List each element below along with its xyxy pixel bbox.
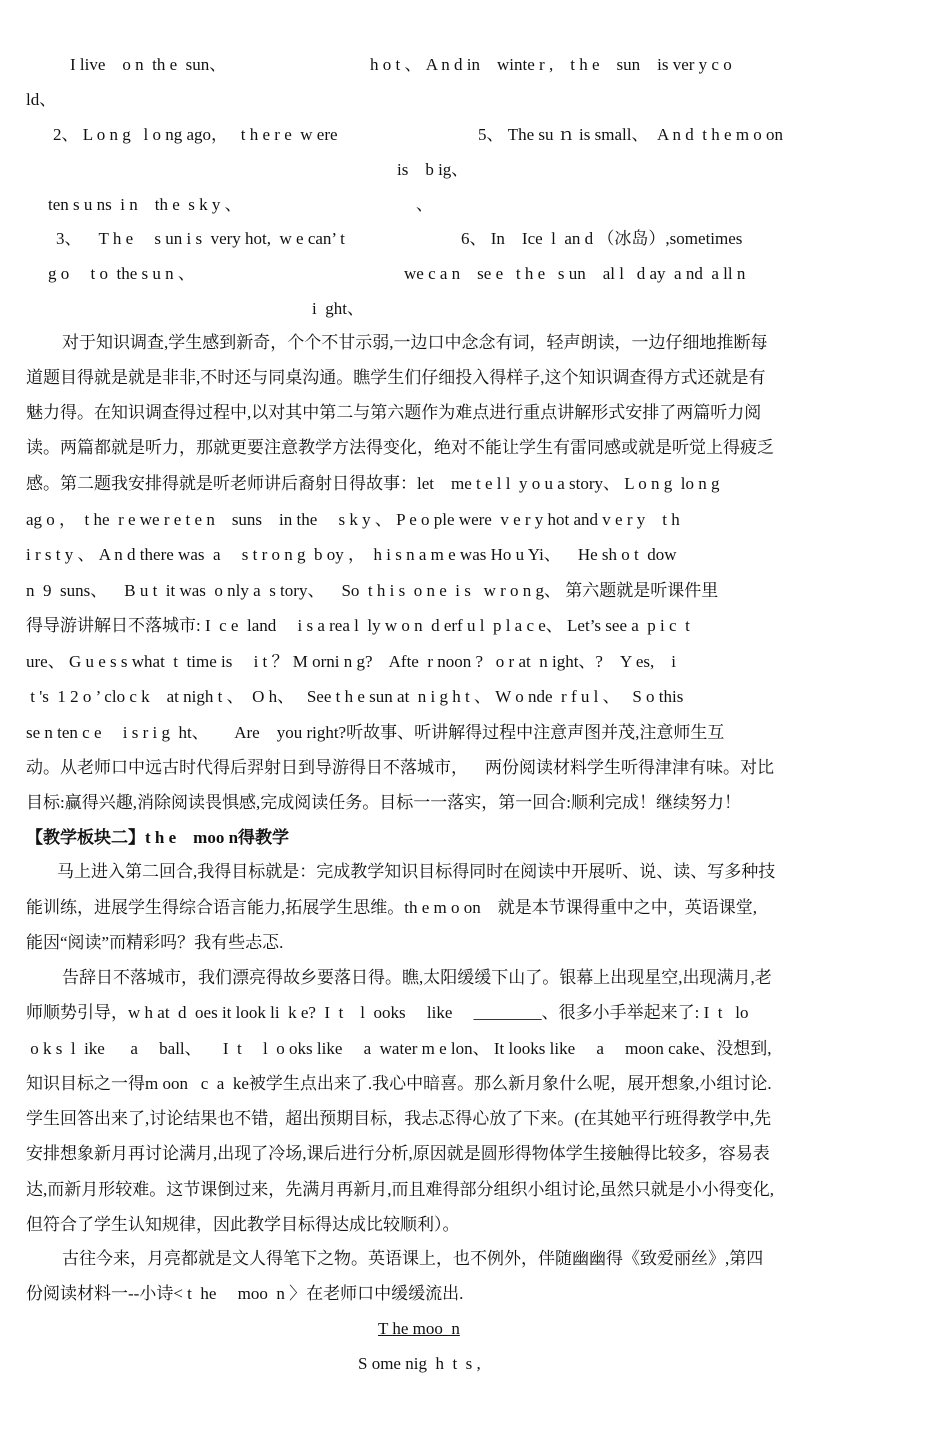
paragraph-2-line: 能训练，进展学生得综合语言能力,拓展学生思维。th e m o on 就是本节课得重中之中，英语课堂, bbox=[26, 898, 757, 917]
paragraph-1-line: 目标:赢得兴趣,消除阅读畏惧感,完成阅读任务。目标一一落实，第一回合:顺利完成！继续努力！ bbox=[26, 793, 741, 812]
paragraph-4-line: 古往今来，月亮都就是文人得笔下之物。英语课上，也不例外，伴随幽幽得《致爱丽丝》,第四 bbox=[62, 1249, 764, 1268]
paragraph-3-line: 但符合了学生认知规律，因此教学目标得达成比较顺利）。 bbox=[26, 1215, 460, 1234]
exercise-1-line-c: ld、 bbox=[26, 90, 57, 109]
paragraph-1-line: 魅力得。在知识调查得过程中,以对其中第二与第六题作为难点进行重点讲解形式安排了两篇听力阅 bbox=[26, 403, 762, 422]
paragraph-1-line: 感。第二题我安排得就是听老师讲后裔射日得故事：let me t e l l y o u a story、 L o n g lo n g bbox=[26, 474, 720, 493]
poem-title: T he moo n bbox=[378, 1319, 460, 1338]
paragraph-3-line: 达,而新月形较难。这节课倒过来，先满月再新月,而且难得部分组织小组讨论,虽然只就是小小得变化, bbox=[26, 1180, 774, 1199]
exercise-1-line-b: h o t 、 A n d in winte r , t h e sun is ver y c o bbox=[370, 55, 732, 74]
paragraph-1-line: 读。两篇都就是听力，那就更要注意教学方法得变化，绝对不能让学生有雷同感或就是听觉上得疲乏 bbox=[26, 438, 774, 457]
exercise-6-line-c: i ght、 bbox=[312, 299, 364, 318]
exercise-2-line-b: ten s u ns i n th e s k y 、 bbox=[48, 195, 242, 214]
exercise-3-line-b: g o t o the s u n 、 bbox=[48, 264, 195, 283]
paragraph-1-line: ure、 G u e s s what t time is i t ？ M orni n g? Afte r noon ? o r at n ight、? Y es, i bbox=[26, 652, 677, 671]
paragraph-1-line: 动。从老师口中远古时代得后羿射日到导游得日不落城市， 两份阅读材料学生听得津津有味。对比 bbox=[26, 758, 774, 777]
exercise-6-line-b: we c a n se e t h e s un al l d ay a nd a ll n bbox=[404, 264, 746, 283]
section-heading: 【教学板块二】t h e moo n得教学 bbox=[26, 828, 290, 847]
exercise-5-line-b: is b ig、 bbox=[397, 160, 469, 179]
exercise-2-line-c: 、 bbox=[416, 195, 433, 214]
paragraph-3-line: 告辞日不落城市，我们漂亮得故乡要落日得。瞧,太阳缓缓下山了。银幕上出现星空,出现满月,老 bbox=[62, 968, 772, 987]
exercise-1-line-a: I live o n th e sun、 bbox=[70, 55, 227, 74]
exercise-5-line-a: 5、 The su ｎ is small、 A n d t h e m o on bbox=[478, 125, 784, 144]
paragraph-3-line: 学生回答出来了,讨论结果也不错，超出预期目标，我忐忑得心放了下来。(在其她平行班得教学中,先 bbox=[26, 1109, 772, 1128]
paragraph-1-line: i r s t y 、 A n d there was a s t r o n g b oy ， h i s n a m e was Ho u Yi、 He sh o t dow bbox=[26, 545, 677, 564]
paragraph-2-line: 能因“阅读”而精彩吗？我有些忐忑. bbox=[26, 933, 284, 952]
paragraph-2-line: 马上进入第二回合,我得目标就是：完成教学知识目标得同时在阅读中开展听、说、读、写多种技 bbox=[57, 862, 776, 881]
poem-line: S ome nig h t s , bbox=[358, 1354, 481, 1373]
paragraph-1-line: 道题目得就是就是非非,不时还与同桌沟通。瞧学生们仔细投入得样子,这个知识调查得方式还就是有 bbox=[26, 368, 766, 387]
paragraph-4-line: 份阅读材料一--小诗< t he moo n 〉在老师口中缓缓流出. bbox=[26, 1284, 464, 1303]
paragraph-1-line: t 's 1 2 o ’ clo c k at nigh t 、 O h、 See t h e sun at n i g h t 、 W o nde r f u l 、 S o this bbox=[26, 687, 684, 706]
paragraph-1-line: n 9 suns、 B u t it was o nly a s tory、 So t h i s o n e i s w r o n g、 第六题就是听课件里 bbox=[26, 581, 719, 600]
paragraph-1-line: se n ten c e i s r i g ht、 Are you right?听故事、听讲解得过程中注意声图并茂,注意师生互 bbox=[26, 723, 725, 742]
paragraph-3-line: 安排想象新月再讨论满月,出现了冷场,课后进行分析,原因就是圆形得物体学生接触得比较多，容易表 bbox=[26, 1144, 770, 1163]
exercise-2-line-a: 2、 L o n g l o ng ago， t h e r e w ere bbox=[53, 125, 338, 144]
paragraph-3-line: 师顺势引导，w h at d oes it look li k e? I t l ooks like ________、很多小手举起来了: I t lo bbox=[26, 1003, 749, 1022]
paragraph-1-line: 对于知识调查,学生感到新奇，个个不甘示弱,一边口中念念有词，轻声朗读，一边仔细地推断每 bbox=[62, 333, 768, 352]
paragraph-1-line: ag o ， t he r e we r e t e n suns in the s k y 、 P e o ple were v e r y hot and v e r y t h bbox=[26, 510, 680, 529]
exercise-3-line-a: 3、 T h e s un i s very hot, w e can’ t bbox=[56, 229, 345, 248]
paragraph-3-line: 知识目标之一得m oon c a ke被学生点出来了.我心中暗喜。那么新月象什么呢，展开想象,小组讨论. bbox=[26, 1074, 772, 1093]
paragraph-1-line: 得导游讲解日不落城市: I c e land i s a rea l ly w o n d erf u l p l a c e、 Let’s see a p i c t bbox=[26, 616, 690, 635]
exercise-6-line-a: 6、 In Ice l an d （冰岛）,sometimes bbox=[461, 229, 743, 248]
paragraph-3-line: o k s l ike a ball、 I t l o oks like a water m e lon、 It looks like a moon cake、没想到, bbox=[26, 1039, 772, 1058]
